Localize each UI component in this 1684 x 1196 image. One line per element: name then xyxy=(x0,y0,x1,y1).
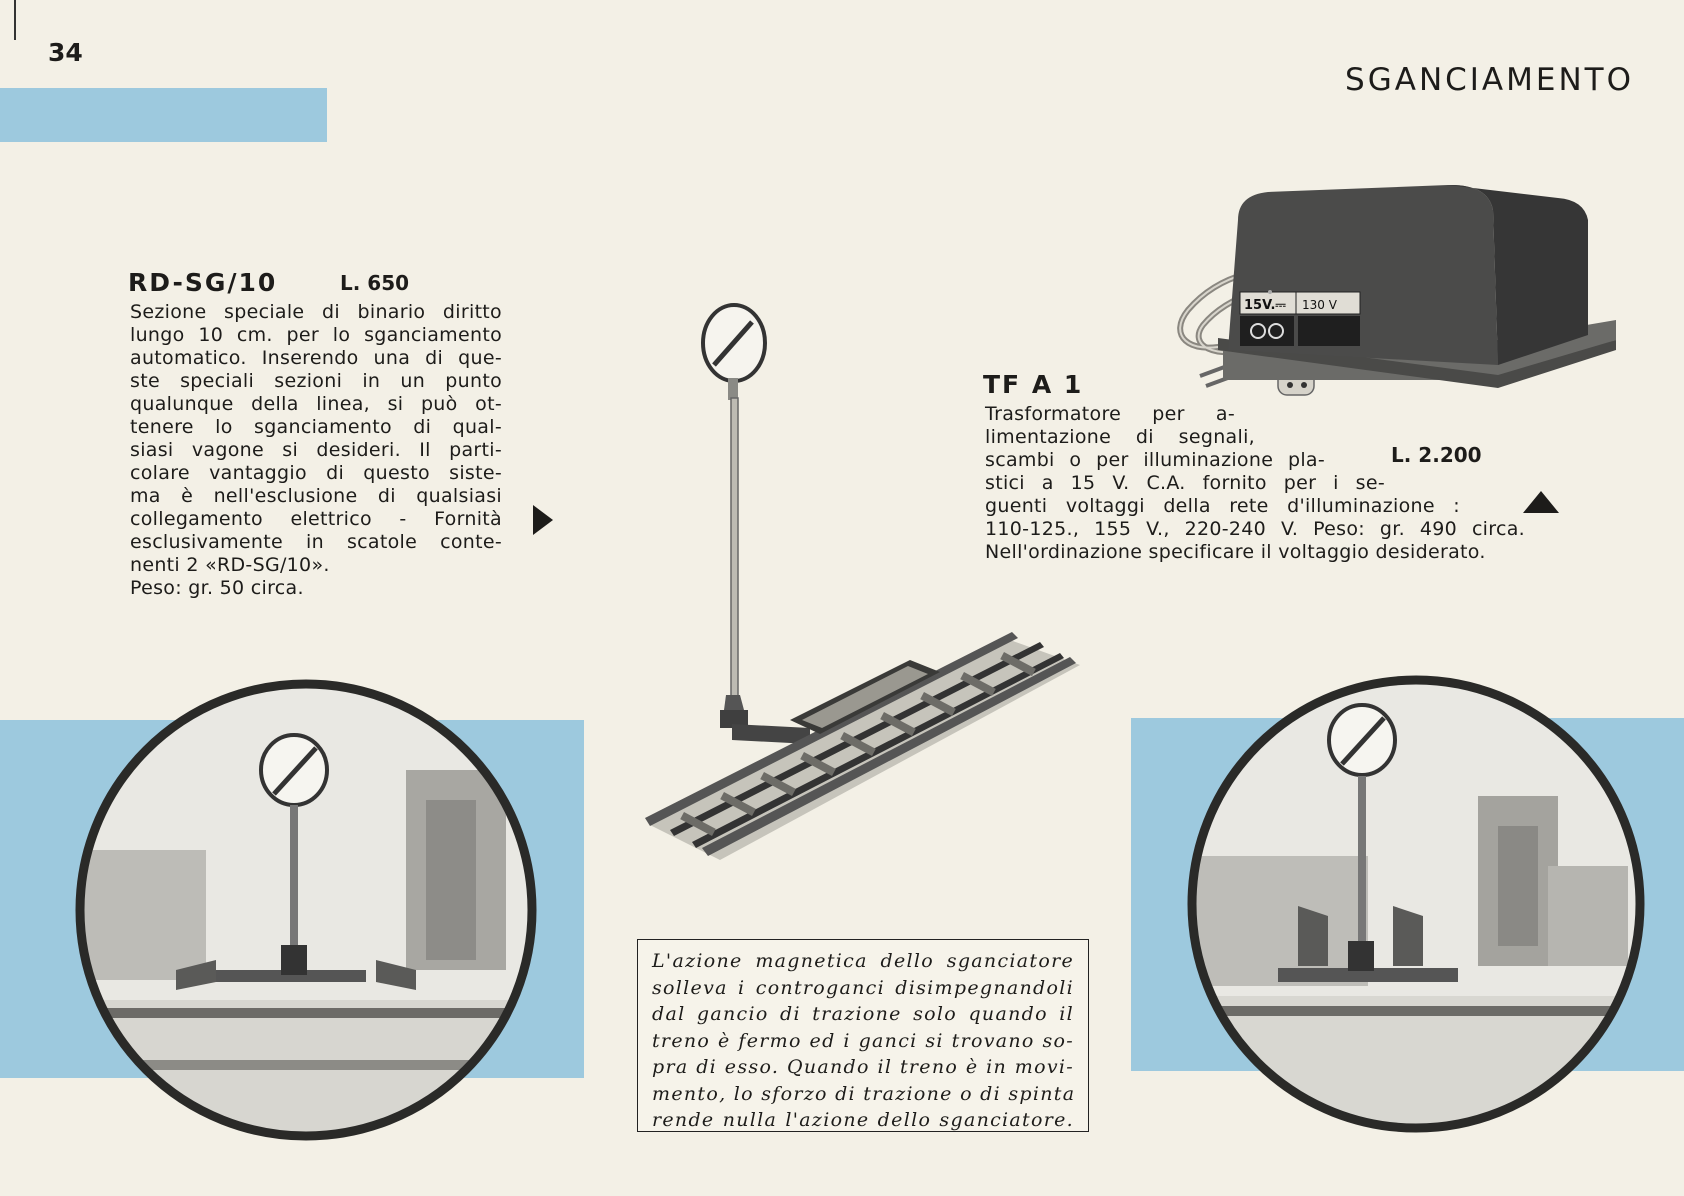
description-line: Peso: gr. 50 circa. xyxy=(130,577,304,599)
caption-line: pra di esso. Quando il treno è in movi- xyxy=(652,1056,1074,1078)
description-line: Trasformatore per a- xyxy=(985,403,1235,425)
label-15v: 15V.⎓ xyxy=(1244,298,1286,313)
up-pointer-icon xyxy=(1521,489,1561,515)
description-line: stici a 15 V. C.A. fornito per i se- xyxy=(985,472,1385,494)
product-price-rd: L. 650 xyxy=(340,271,410,295)
description-line: collegamento elettrico - Fornità xyxy=(130,508,502,530)
label-130v: 130 V xyxy=(1302,298,1337,312)
photo-train-uncoupling-right xyxy=(1178,666,1654,1142)
margin-mark xyxy=(0,0,16,40)
right-pointer-icon xyxy=(531,503,555,537)
description-line: limentazione di segnali, xyxy=(985,426,1255,448)
description-line: 110-125., 155 V., 220-240 V. Peso: gr. 490 circa. xyxy=(985,518,1525,540)
product-description-rd xyxy=(130,301,502,600)
caption-line: rende nulla l'azione dello sganciatore. xyxy=(652,1109,1074,1131)
product-code-rd: RD-SG/10 xyxy=(128,268,278,297)
description-line: tenere lo sganciamento di qual- xyxy=(130,416,502,438)
description-line: qualunque della linea, si può ot- xyxy=(130,393,502,415)
description-line: Nell'ordinazione specificare il voltaggio desiderato. xyxy=(985,541,1486,563)
description-line: ste speciali sezioni in un punto xyxy=(130,370,502,392)
description-line: nenti 2 «RD-SG/10». xyxy=(130,554,330,576)
page-number: 34 xyxy=(48,38,83,67)
photo-train-uncoupling-left xyxy=(66,670,546,1150)
description-line: scambi o per illuminazione pla- xyxy=(985,449,1325,471)
caption-line: treno è fermo ed i ganci si trovano so- xyxy=(652,1029,1074,1052)
caption-line: mento, lo sforzo di trazione o di spinta xyxy=(652,1082,1076,1105)
description-line: Sezione speciale di binario diritto xyxy=(130,301,502,323)
caption-box xyxy=(637,939,1089,1132)
caption-line: L'azione magnetica dello sganciatore xyxy=(652,950,1074,972)
page-title: SGANCIAMENTO xyxy=(1345,62,1634,98)
transformer-image xyxy=(1118,180,1618,420)
caption-line: solleva i controganci disimpegnandoli xyxy=(652,976,1074,999)
product-price-tf: L. 2.200 xyxy=(1391,443,1482,467)
product-code-tf: TF A 1 xyxy=(983,370,1084,399)
description-line: ma è nell'esclusione di qualsiasi xyxy=(130,485,502,507)
header-blue-bar xyxy=(0,88,327,142)
description-line: lungo 10 cm. per lo sganciamento xyxy=(130,324,502,346)
caption-line: dal gancio di trazione solo quando il xyxy=(652,1003,1074,1025)
description-line: esclusivamente in scatole conte- xyxy=(130,531,502,553)
description-line: guenti voltaggi della rete d'illuminazione : xyxy=(985,495,1460,517)
description-line: colare vantaggio di questo siste- xyxy=(130,462,502,484)
description-line: automatico. Inserendo una di que- xyxy=(130,347,502,369)
uncoupler-track-image xyxy=(640,300,1100,910)
description-line: siasi vagone si desideri. Il parti- xyxy=(130,439,502,461)
